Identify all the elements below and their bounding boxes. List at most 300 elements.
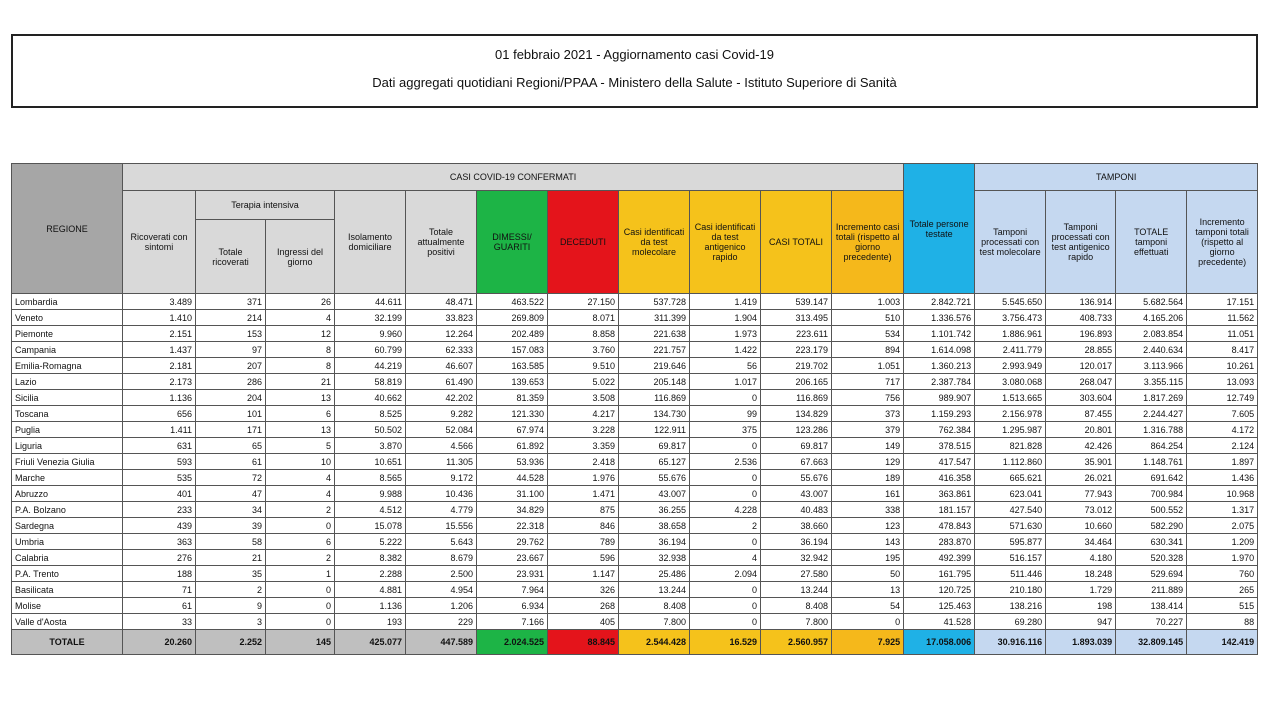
value-cell: 41.528 — [904, 614, 975, 630]
value-cell: 36.194 — [619, 534, 690, 550]
region-cell: Campania — [12, 342, 123, 358]
value-cell: 2 — [196, 582, 266, 598]
value-cell: 326 — [548, 582, 619, 598]
table-row — [12, 502, 1258, 518]
region-cell: P.A. Bolzano — [12, 502, 123, 518]
value-cell: 29.762 — [477, 534, 548, 550]
value-cell: 17.058.006 — [904, 630, 975, 655]
value-cell: 2.244.427 — [1116, 406, 1187, 422]
header-casi-totali: CASI TOTALI — [761, 191, 832, 294]
value-cell: 1.436 — [1187, 470, 1258, 486]
header-casi-antigenico: Casi identificati da test antigenico rapido — [690, 191, 761, 294]
value-cell: 4.779 — [406, 502, 477, 518]
value-cell: 2 — [690, 518, 761, 534]
value-cell: 9.172 — [406, 470, 477, 486]
value-cell: 16.529 — [690, 630, 761, 655]
value-cell: 42.202 — [406, 390, 477, 406]
value-cell: 311.399 — [619, 310, 690, 326]
value-cell: 70.227 — [1116, 614, 1187, 630]
value-cell: 439 — [123, 518, 196, 534]
value-cell: 8 — [266, 358, 335, 374]
value-cell: 363.861 — [904, 486, 975, 502]
table-row — [12, 358, 1258, 374]
value-cell: 23.667 — [477, 550, 548, 566]
value-cell: 65.127 — [619, 454, 690, 470]
value-cell: 1.159.293 — [904, 406, 975, 422]
value-cell: 42.426 — [1046, 438, 1116, 454]
value-cell: 596 — [548, 550, 619, 566]
report-subtitle: Dati aggregati quotidiani Regioni/PPAA - Ministero della Salute - Istituto Superiore di Sanità — [372, 75, 897, 90]
value-cell: 27.580 — [761, 566, 832, 582]
value-cell: 1.419 — [690, 294, 761, 310]
value-cell: 4.566 — [406, 438, 477, 454]
region-cell: Lazio — [12, 374, 123, 390]
value-cell: 2.544.428 — [619, 630, 690, 655]
report-title: 01 febbraio 2021 - Aggiornamento casi Covid-19 — [495, 47, 774, 62]
value-cell: 69.280 — [975, 614, 1046, 630]
value-cell: 193 — [335, 614, 406, 630]
value-cell: 221.638 — [619, 326, 690, 342]
value-cell: 0 — [266, 518, 335, 534]
value-cell: 125.463 — [904, 598, 975, 614]
value-cell: 875 — [548, 502, 619, 518]
value-cell: 363 — [123, 534, 196, 550]
value-cell: 99 — [690, 406, 761, 422]
value-cell: 2.173 — [123, 374, 196, 390]
value-cell: 56 — [690, 358, 761, 374]
value-cell: 1.513.665 — [975, 390, 1046, 406]
value-cell: 8.525 — [335, 406, 406, 422]
value-cell: 26 — [266, 294, 335, 310]
value-cell: 33.823 — [406, 310, 477, 326]
value-cell: 2.500 — [406, 566, 477, 582]
totals-row — [12, 630, 1258, 655]
value-cell: 121.330 — [477, 406, 548, 422]
header-incremento-tamponi: Incremento tamponi totali (rispetto al giorno precedente) — [1187, 191, 1258, 294]
table-row — [12, 518, 1258, 534]
value-cell: 9 — [196, 598, 266, 614]
value-cell: 20.260 — [123, 630, 196, 655]
value-cell: 188 — [123, 566, 196, 582]
value-cell: 189 — [832, 470, 904, 486]
value-cell: 4 — [266, 310, 335, 326]
value-cell: 3.756.473 — [975, 310, 1046, 326]
value-cell: 25.486 — [619, 566, 690, 582]
region-cell: Liguria — [12, 438, 123, 454]
value-cell: 265 — [1187, 582, 1258, 598]
value-cell: 520.328 — [1116, 550, 1187, 566]
value-cell: 11.051 — [1187, 326, 1258, 342]
value-cell: 44.528 — [477, 470, 548, 486]
value-cell: 371 — [196, 294, 266, 310]
value-cell: 72 — [196, 470, 266, 486]
value-cell: 116.869 — [761, 390, 832, 406]
value-cell: 142.419 — [1187, 630, 1258, 655]
value-cell: 535 — [123, 470, 196, 486]
value-cell: 88 — [1187, 614, 1258, 630]
value-cell: 87.455 — [1046, 406, 1116, 422]
value-cell: 46.607 — [406, 358, 477, 374]
value-cell: 71 — [123, 582, 196, 598]
value-cell: 22.318 — [477, 518, 548, 534]
value-cell: 1.817.269 — [1116, 390, 1187, 406]
value-cell: 48.471 — [406, 294, 477, 310]
value-cell: 116.869 — [619, 390, 690, 406]
value-cell: 425.077 — [335, 630, 406, 655]
value-cell: 7.800 — [619, 614, 690, 630]
value-cell: 0 — [690, 598, 761, 614]
value-cell: 61 — [196, 454, 266, 470]
value-cell: 120.017 — [1046, 358, 1116, 374]
value-cell: 139.653 — [477, 374, 548, 390]
value-cell: 2.151 — [123, 326, 196, 342]
value-cell: 1.003 — [832, 294, 904, 310]
value-cell: 6.934 — [477, 598, 548, 614]
value-cell: 1.897 — [1187, 454, 1258, 470]
value-cell: 2.842.721 — [904, 294, 975, 310]
value-cell: 47 — [196, 486, 266, 502]
value-cell: 3.870 — [335, 438, 406, 454]
value-cell: 67.663 — [761, 454, 832, 470]
value-cell: 2.560.957 — [761, 630, 832, 655]
value-cell: 5.682.564 — [1116, 294, 1187, 310]
value-cell: 13.244 — [761, 582, 832, 598]
value-cell: 204 — [196, 390, 266, 406]
table-row — [12, 406, 1258, 422]
value-cell: 623.041 — [975, 486, 1046, 502]
region-cell: Sicilia — [12, 390, 123, 406]
value-cell: 53.936 — [477, 454, 548, 470]
region-cell: Calabria — [12, 550, 123, 566]
value-cell: 38.658 — [619, 518, 690, 534]
value-cell: 73.012 — [1046, 502, 1116, 518]
value-cell: 62.333 — [406, 342, 477, 358]
value-cell: 211.889 — [1116, 582, 1187, 598]
value-cell: 58 — [196, 534, 266, 550]
value-cell: 379 — [832, 422, 904, 438]
value-cell: 210.180 — [975, 582, 1046, 598]
value-cell: 1.295.987 — [975, 422, 1046, 438]
value-cell: 5 — [266, 438, 335, 454]
region-cell: Abruzzo — [12, 486, 123, 502]
value-cell: 0 — [266, 598, 335, 614]
value-cell: 1.206 — [406, 598, 477, 614]
value-cell: 7.605 — [1187, 406, 1258, 422]
region-cell: Sardegna — [12, 518, 123, 534]
value-cell: 60.799 — [335, 342, 406, 358]
table-row — [12, 470, 1258, 486]
value-cell: 0 — [690, 438, 761, 454]
value-cell: 122.911 — [619, 422, 690, 438]
value-cell: 303.604 — [1046, 390, 1116, 406]
value-cell: 1.136 — [335, 598, 406, 614]
value-cell: 36.194 — [761, 534, 832, 550]
region-cell: Lombardia — [12, 294, 123, 310]
table-row — [12, 326, 1258, 342]
value-cell: 408.733 — [1046, 310, 1116, 326]
header-persone-testate: Totale persone testate — [904, 164, 975, 294]
value-cell: 5.643 — [406, 534, 477, 550]
value-cell: 2.124 — [1187, 438, 1258, 454]
value-cell: 268 — [548, 598, 619, 614]
region-cell: Piemonte — [12, 326, 123, 342]
value-cell: 2.387.784 — [904, 374, 975, 390]
value-cell: 157.083 — [477, 342, 548, 358]
value-cell: 1.051 — [832, 358, 904, 374]
value-cell: 0 — [690, 486, 761, 502]
header-tamponi-group: TAMPONI — [975, 164, 1258, 191]
table-row — [12, 486, 1258, 502]
value-cell: 15.078 — [335, 518, 406, 534]
value-cell: 3.080.068 — [975, 374, 1046, 390]
value-cell: 582.290 — [1116, 518, 1187, 534]
value-cell: 196.893 — [1046, 326, 1116, 342]
value-cell: 69.817 — [619, 438, 690, 454]
value-cell: 3 — [196, 614, 266, 630]
value-cell: 134.829 — [761, 406, 832, 422]
value-cell: 32.938 — [619, 550, 690, 566]
value-cell: 756 — [832, 390, 904, 406]
value-cell: 26.021 — [1046, 470, 1116, 486]
value-cell: 7.964 — [477, 582, 548, 598]
value-cell: 691.642 — [1116, 470, 1187, 486]
region-cell: Basilicata — [12, 582, 123, 598]
value-cell: 656 — [123, 406, 196, 422]
value-cell: 54 — [832, 598, 904, 614]
value-cell: 1.437 — [123, 342, 196, 358]
value-cell: 13 — [832, 582, 904, 598]
region-cell: P.A. Trento — [12, 566, 123, 582]
value-cell: 61.490 — [406, 374, 477, 390]
value-cell: 77.943 — [1046, 486, 1116, 502]
value-cell: 10.436 — [406, 486, 477, 502]
value-cell: 2.288 — [335, 566, 406, 582]
value-cell: 2.083.854 — [1116, 326, 1187, 342]
value-cell: 8.565 — [335, 470, 406, 486]
value-cell: 34.829 — [477, 502, 548, 518]
value-cell: 43.007 — [619, 486, 690, 502]
value-cell: 171 — [196, 422, 266, 438]
value-cell: 65 — [196, 438, 266, 454]
value-cell: 1.471 — [548, 486, 619, 502]
value-cell: 4.165.206 — [1116, 310, 1187, 326]
value-cell: 3.508 — [548, 390, 619, 406]
value-cell: 3.355.115 — [1116, 374, 1187, 390]
value-cell: 3.113.966 — [1116, 358, 1187, 374]
value-cell: 492.399 — [904, 550, 975, 566]
header-ti-ingressi: Ingressi del giorno — [266, 220, 335, 294]
value-cell: 27.150 — [548, 294, 619, 310]
region-cell: Marche — [12, 470, 123, 486]
value-cell: 8.382 — [335, 550, 406, 566]
value-cell: 1 — [266, 566, 335, 582]
value-cell: 12.749 — [1187, 390, 1258, 406]
value-cell: 43.007 — [761, 486, 832, 502]
value-cell: 4.954 — [406, 582, 477, 598]
value-cell: 0 — [690, 470, 761, 486]
value-cell: 0 — [690, 582, 761, 598]
table-row — [12, 550, 1258, 566]
value-cell: 1.729 — [1046, 582, 1116, 598]
value-cell: 283.870 — [904, 534, 975, 550]
table-body — [12, 294, 1258, 655]
header-tamponi-totale: TOTALE tamponi effettuati — [1116, 191, 1187, 294]
value-cell: 427.540 — [975, 502, 1046, 518]
region-cell: Veneto — [12, 310, 123, 326]
value-cell: 0 — [690, 534, 761, 550]
value-cell: 447.589 — [406, 630, 477, 655]
value-cell: 1.336.576 — [904, 310, 975, 326]
header-tamponi-molecolari: Tamponi processati con test molecolare — [975, 191, 1046, 294]
table-row — [12, 294, 1258, 310]
value-cell: 3.489 — [123, 294, 196, 310]
value-cell: 4.180 — [1046, 550, 1116, 566]
value-cell: 55.676 — [619, 470, 690, 486]
value-cell: 198 — [1046, 598, 1116, 614]
value-cell: 129 — [832, 454, 904, 470]
value-cell: 11.562 — [1187, 310, 1258, 326]
value-cell: 537.728 — [619, 294, 690, 310]
value-cell: 10.261 — [1187, 358, 1258, 374]
value-cell: 58.819 — [335, 374, 406, 390]
value-cell: 571.630 — [975, 518, 1046, 534]
header-deceduti: DECEDUTI — [548, 191, 619, 294]
value-cell: 219.646 — [619, 358, 690, 374]
value-cell: 0 — [832, 614, 904, 630]
value-cell: 0 — [690, 614, 761, 630]
value-cell: 1.360.213 — [904, 358, 975, 374]
value-cell: 2.411.779 — [975, 342, 1046, 358]
value-cell: 21 — [266, 374, 335, 390]
value-cell: 405 — [548, 614, 619, 630]
value-cell: 478.843 — [904, 518, 975, 534]
value-cell: 665.621 — [975, 470, 1046, 486]
value-cell: 717 — [832, 374, 904, 390]
value-cell: 32.809.145 — [1116, 630, 1187, 655]
value-cell: 4.217 — [548, 406, 619, 422]
value-cell: 181.157 — [904, 502, 975, 518]
value-cell: 163.585 — [477, 358, 548, 374]
value-cell: 2.536 — [690, 454, 761, 470]
value-cell: 5.222 — [335, 534, 406, 550]
value-cell: 2 — [266, 550, 335, 566]
value-cell: 8.858 — [548, 326, 619, 342]
header-ricoverati: Ricoverati con sintomi — [123, 191, 196, 294]
value-cell: 1.976 — [548, 470, 619, 486]
header-isolamento: Isolamento domiciliare — [335, 191, 406, 294]
value-cell: 233 — [123, 502, 196, 518]
value-cell: 500.552 — [1116, 502, 1187, 518]
value-cell: 269.809 — [477, 310, 548, 326]
value-cell: 23.931 — [477, 566, 548, 582]
value-cell: 1.904 — [690, 310, 761, 326]
value-cell: 2 — [266, 502, 335, 518]
value-cell: 44.219 — [335, 358, 406, 374]
value-cell: 10.968 — [1187, 486, 1258, 502]
value-cell: 18.248 — [1046, 566, 1116, 582]
value-cell: 4.172 — [1187, 422, 1258, 438]
value-cell: 595.877 — [975, 534, 1046, 550]
value-cell: 17.151 — [1187, 294, 1258, 310]
value-cell: 4 — [266, 470, 335, 486]
value-cell: 534 — [832, 326, 904, 342]
value-cell: 8.408 — [761, 598, 832, 614]
value-cell: 846 — [548, 518, 619, 534]
value-cell: 88.845 — [548, 630, 619, 655]
value-cell: 1.148.761 — [1116, 454, 1187, 470]
region-cell: Emilia-Romagna — [12, 358, 123, 374]
value-cell: 50.502 — [335, 422, 406, 438]
value-cell: 138.414 — [1116, 598, 1187, 614]
region-cell: TOTALE — [12, 630, 123, 655]
value-cell: 4 — [266, 486, 335, 502]
table-row — [12, 310, 1258, 326]
value-cell: 8.408 — [619, 598, 690, 614]
value-cell: 195 — [832, 550, 904, 566]
covid-data-table — [11, 163, 1258, 655]
value-cell: 44.611 — [335, 294, 406, 310]
value-cell: 101 — [196, 406, 266, 422]
value-cell: 67.974 — [477, 422, 548, 438]
value-cell: 8.071 — [548, 310, 619, 326]
value-cell: 2.993.949 — [975, 358, 1046, 374]
value-cell: 28.855 — [1046, 342, 1116, 358]
table-row — [12, 614, 1258, 630]
value-cell: 12.264 — [406, 326, 477, 342]
value-cell: 378.515 — [904, 438, 975, 454]
value-cell: 4 — [690, 550, 761, 566]
value-cell: 9.960 — [335, 326, 406, 342]
value-cell: 1.316.788 — [1116, 422, 1187, 438]
value-cell: 539.147 — [761, 294, 832, 310]
value-cell: 134.730 — [619, 406, 690, 422]
value-cell: 2.024.525 — [477, 630, 548, 655]
value-cell: 31.100 — [477, 486, 548, 502]
value-cell: 12 — [266, 326, 335, 342]
value-cell: 9.510 — [548, 358, 619, 374]
value-cell: 593 — [123, 454, 196, 470]
value-cell: 9.988 — [335, 486, 406, 502]
value-cell: 947 — [1046, 614, 1116, 630]
value-cell: 3.359 — [548, 438, 619, 454]
value-cell: 2.075 — [1187, 518, 1258, 534]
table-row — [12, 454, 1258, 470]
value-cell: 515 — [1187, 598, 1258, 614]
value-cell: 417.547 — [904, 454, 975, 470]
table-row — [12, 438, 1258, 454]
value-cell: 1.886.961 — [975, 326, 1046, 342]
table-row — [12, 390, 1258, 406]
value-cell: 7.800 — [761, 614, 832, 630]
value-cell: 4.881 — [335, 582, 406, 598]
value-cell: 4.512 — [335, 502, 406, 518]
value-cell: 219.702 — [761, 358, 832, 374]
value-cell: 7.166 — [477, 614, 548, 630]
value-cell: 516.157 — [975, 550, 1046, 566]
value-cell: 2.181 — [123, 358, 196, 374]
value-cell: 1.422 — [690, 342, 761, 358]
value-cell: 149 — [832, 438, 904, 454]
value-cell: 136.914 — [1046, 294, 1116, 310]
value-cell: 15.556 — [406, 518, 477, 534]
table-row — [12, 422, 1258, 438]
value-cell: 202.489 — [477, 326, 548, 342]
value-cell: 1.411 — [123, 422, 196, 438]
value-cell: 9.282 — [406, 406, 477, 422]
header-ti-totale: Totale ricoverati — [196, 220, 266, 294]
table-row — [12, 374, 1258, 390]
value-cell: 161 — [832, 486, 904, 502]
